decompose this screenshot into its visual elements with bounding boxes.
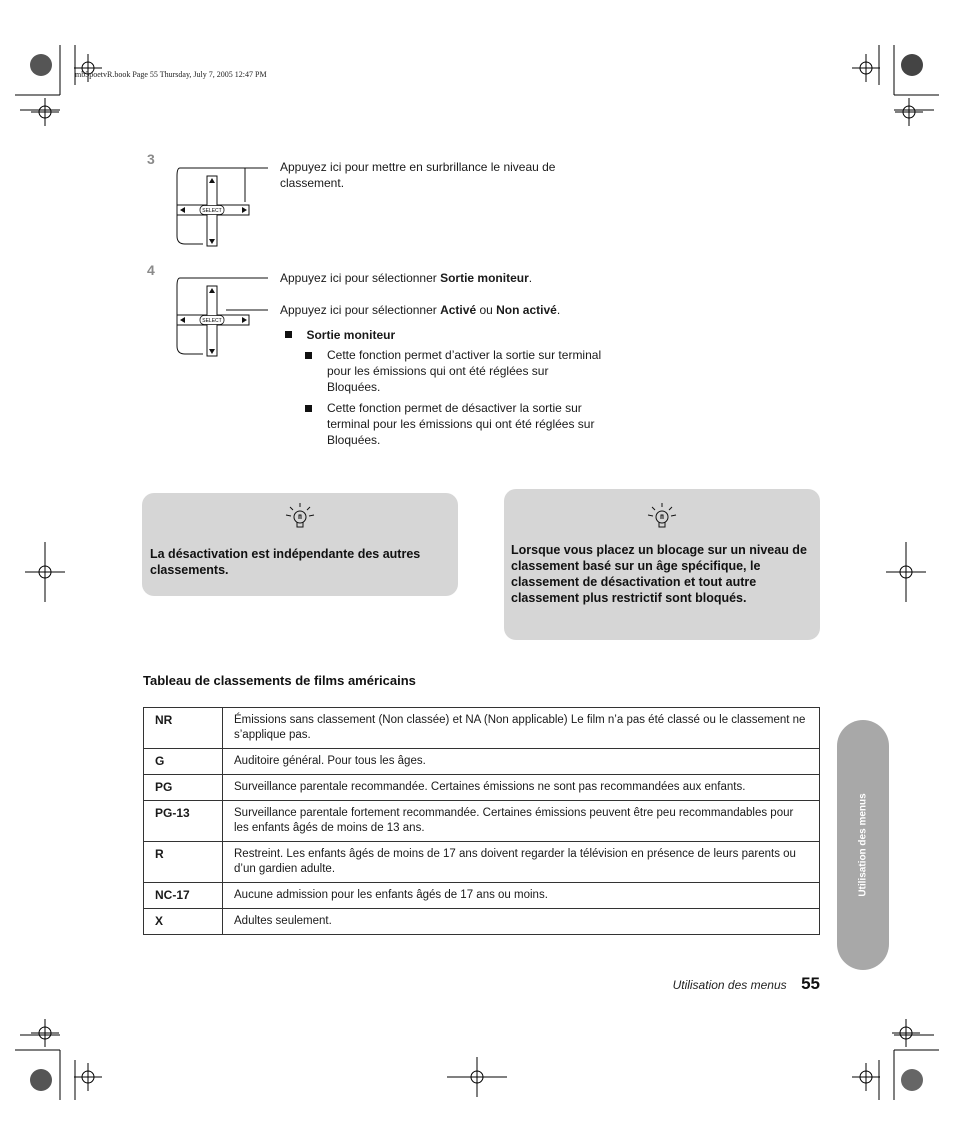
rating-description: Aucune admission pour les enfants âgés de 17 ans ou moins. (223, 883, 820, 909)
bullet (285, 331, 292, 338)
step3-instruction: Appuyez ici pour mettre en surbrillance le niveau de classement. (280, 160, 556, 190)
table-row (144, 775, 820, 801)
rating-description: Adultes seulement. (223, 909, 820, 935)
table-row (144, 842, 820, 883)
option-item: Cette fonction permet de désactiver la sortie sur terminal pour les émissions qui ont été réglées sur Bloquées. (305, 400, 605, 448)
tip-text: Lorsque vous placez un blocage sur un niveau de classement basé sur un âge spécifique, le classement de désactivation et tout autre classement plus restrictif sont bloqués. (511, 543, 807, 605)
section-side-tab (837, 720, 889, 970)
table-row (144, 749, 820, 775)
bullet (305, 352, 312, 359)
rating-code: NR (144, 708, 223, 749)
select-label: SELECT (202, 318, 222, 324)
step-number: 3 (147, 151, 155, 167)
table-row (144, 708, 820, 749)
rating-code: G (144, 749, 223, 775)
tip-box (142, 493, 458, 596)
remote-dpad-icon (170, 270, 270, 360)
table-row (144, 883, 820, 909)
ratings-table (143, 707, 820, 935)
rating-code: PG-13 (144, 801, 223, 842)
remote-dpad-icon (170, 160, 270, 250)
step4-instruction-2: Appuyez ici pour sélectionner Activé ou Non activé. (280, 303, 561, 317)
tip-box (504, 489, 820, 640)
table-row (144, 909, 820, 935)
table-title: Tableau de classements de films américains (143, 673, 416, 688)
side-tab-label: Utilisation des menus (857, 793, 869, 897)
rating-code: R (144, 842, 223, 883)
rating-code: NC-17 (144, 883, 223, 909)
lightbulb-icon (646, 501, 678, 531)
option-heading: Sortie moniteur (285, 326, 395, 344)
rating-code: X (144, 909, 223, 935)
footer-section-name: Utilisation des menus (672, 978, 787, 992)
step-number: 4 (147, 262, 155, 278)
bullet (305, 405, 312, 412)
table-row (144, 801, 820, 842)
rating-description: Restreint. Les enfants âgés de moins de 17 ans doivent regarder la télévision en présence de leurs parents ou d’un gardien adulte. (223, 842, 820, 883)
rating-code: PG (144, 775, 223, 801)
step4-instruction-1: Appuyez ici pour sélectionner Sortie moniteur. (280, 271, 533, 285)
book-header: mb5poetvR.book Page 55 Thursday, July 7, 2005 12:47 PM (75, 70, 267, 79)
rating-description: Émissions sans classement (Non classée) et NA (Non applicable) Le film n’a pas été classé ou le classement ne s’applique pas. (223, 708, 820, 749)
select-label: SELECT (202, 208, 222, 214)
tip-text: La désactivation est indépendante des autres classements. (150, 547, 421, 577)
option-item: Cette fonction permet d’activer la sortie sur terminal pour les émissions qui ont été réglées sur Bloquées. (305, 347, 605, 395)
page-footer (600, 974, 820, 994)
rating-description: Surveillance parentale fortement recommandée. Certaines émissions peuvent être peu recommandables pour les enfants âgés de moins de 13 ans. (223, 801, 820, 842)
page-number: 55 (801, 974, 820, 993)
rating-description: Surveillance parentale recommandée. Certaines émissions ne sont pas recommandées aux enfants. (223, 775, 820, 801)
rating-description: Auditoire général. Pour tous les âges. (223, 749, 820, 775)
lightbulb-icon (284, 501, 316, 531)
